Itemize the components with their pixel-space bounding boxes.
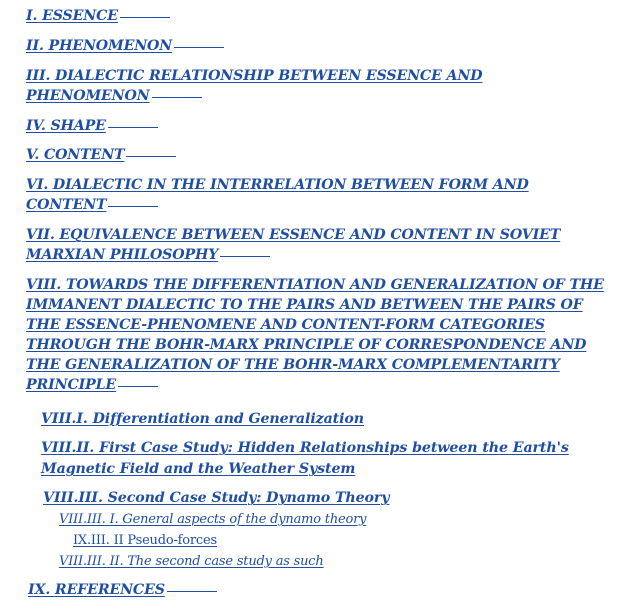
- toc-link-label: IV. SHAPE: [26, 118, 106, 134]
- toc-link-label: IX.III. II Pseudo-forces: [73, 533, 217, 548]
- toc-leader: [118, 386, 158, 387]
- toc-link-label: VII. EQUIVALENCE BETWEEN ESSENCE AND CONTENT IN SOVIET MARXIAN PHILOSOPHY: [26, 227, 561, 263]
- toc-leader: [126, 156, 176, 157]
- toc-leader: [174, 47, 224, 48]
- toc-link-label: VI. DIALECTIC IN THE INTERRELATION BETWEEN FORM AND CONTENT: [26, 177, 529, 213]
- toc-link-label: VIII.III. I. General aspects of the dynamo theory: [59, 512, 367, 527]
- toc-link-label: IX. REFERENCES: [28, 582, 165, 598]
- toc-link-label: VIII.I. Differentiation and Generalization: [41, 411, 364, 427]
- toc-link-essence[interactable]: [26, 6, 170, 26]
- toc-link-label: VIII.III. Second Case Study: Dynamo Theory: [43, 490, 390, 506]
- toc-link-label: III. DIALECTIC RELATIONSHIP BETWEEN ESSENCE AND PHENOMENON: [26, 68, 483, 104]
- toc-link-label: I. ESSENCE: [26, 8, 118, 24]
- toc-link-viii-iii[interactable]: [43, 488, 389, 509]
- toc-link-shape[interactable]: [26, 116, 158, 136]
- toc-leader: [108, 127, 158, 128]
- toc-leader: [167, 591, 217, 592]
- toc-link-label: VIII.II. First Case Study: Hidden Relationships between the Earth's Magnetic Field and the Weather System: [41, 440, 569, 477]
- toc-leader: [152, 97, 202, 98]
- toc-link-content[interactable]: [26, 145, 176, 165]
- toc-link-viii-ii[interactable]: [41, 438, 601, 480]
- toc-link-viii-iii-ii[interactable]: [59, 553, 324, 571]
- toc-link-label: II. PHENOMENON: [26, 38, 173, 54]
- toc-link-pseudo-forces[interactable]: [73, 532, 217, 550]
- toc-leader: [220, 256, 270, 257]
- toc-link-label: VIII. TOWARDS THE DIFFERENTIATION AND GENERALIZATION OF THE IMMANENT DIALECTIC TO THE PAIRS AND BETWEEN THE PAIRS OF THE ESSENCE-PHENOMENE AND CONTENT-FORM CATEGORIES THROUGH THE BOHR-MARX PRINCIPLE OF CORRESPONDENCE AND THE GENERALIZATION OF THE BOHR-MARX COMPLEMENTARITY PRINCIPLE: [26, 277, 604, 393]
- toc-link-viii-iii-i[interactable]: [59, 511, 366, 529]
- toc-leader: [120, 17, 170, 18]
- toc-link-label: V. CONTENT: [26, 147, 125, 163]
- toc-link-differentiation-generalization-main[interactable]: [26, 275, 606, 395]
- toc-link-label: VIII.III. II. The second case study as such: [59, 554, 324, 569]
- toc-leader: [108, 206, 158, 207]
- toc-link-equivalence[interactable]: [26, 225, 586, 265]
- toc-link-dialectic-form-content[interactable]: [26, 175, 586, 215]
- toc-link-references[interactable]: [28, 580, 217, 600]
- toc-link-viii-i[interactable]: [41, 409, 364, 430]
- toc-link-phenomenon[interactable]: [26, 36, 224, 56]
- toc-link-dialectic-essence-phenomenon[interactable]: [26, 66, 586, 106]
